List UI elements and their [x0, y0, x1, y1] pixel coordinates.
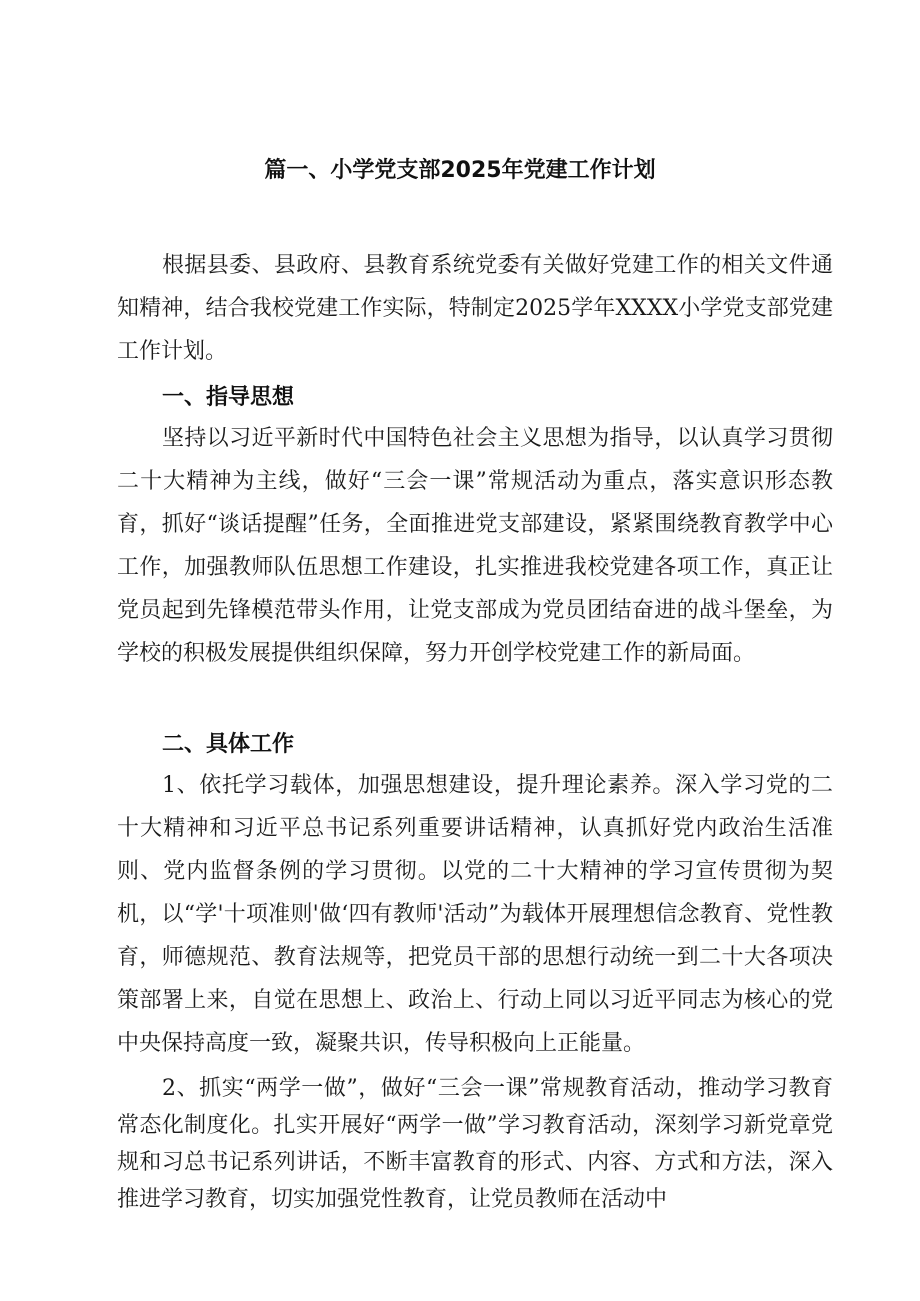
section-heading-guiding-ideology: 一、指导思想: [162, 385, 295, 410]
document-title: 篇一、小学党支部2025年党建工作计划: [264, 158, 656, 183]
work-item-1-paragraph: 1、依托学习载体，加强思想建设，提升理论素养。深入学习党的二十大精神和习近平总书记系列重要讲话精神，认真抓好党内政治生活准则、党内监督条例的学习贯彻。以党的二十大精神的学习宣传贯彻为契机，以“学'十项准则'做‘四有教师'活动”为载体开展理想信念教育、党性教育，师德规范、教育法规等，把党员干部的思想行动统一到二十大各项决策部署上来，自觉在思想上、政治上、行动上同以习近平同志为核心的党中央保持高度一致，凝聚共识，传导积极向上正能量。: [117, 773, 833, 1056]
work-item-2-paragraph: 2、抓实“两学一做”，做好“三会一课”常规教育活动，推动学习教育常态化制度化。扎实开展好“两学一做”学习教育活动，深刻学习新党章党规和习总书记系列讲话，不断丰富教育的形式、内容、方式和方法，深入推进学习教育，切实加强党性教育，让党员教师在活动中: [117, 1076, 833, 1212]
section-heading-specific-work: 二、具体工作: [162, 732, 295, 757]
intro-paragraph: 根据县委、县政府、县教育系统党委有关做好党建工作的相关文件通知精神，结合我校党建工作实际，特制定2025学年XXXX小学党支部党建工作计划。: [117, 253, 833, 364]
guiding-ideology-paragraph: 坚持以习近平新时代中国特色社会主义思想为指导，以认真学习贯彻二十大精神为主线，做好“三会一课”常规活动为重点，落实意识形态教育，抓好“谈话提醒”任务，全面推进党支部建设，紧紧围绕教育教学中心工作，加强教师队伍思想工作建设，扎实推进我校党建各项工作，真正让党员起到先锋模范带头作用，让党支部成为党员团结奋进的战斗堡垒，为学校的积极发展提供组织保障，努力开创学校党建工作的新局面。: [117, 426, 833, 666]
